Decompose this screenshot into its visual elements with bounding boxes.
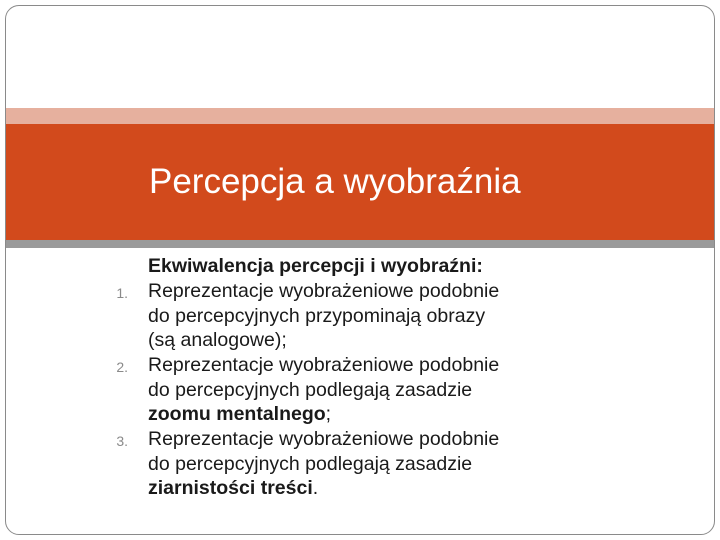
list-item-text xyxy=(148,353,608,427)
title-band-top-stripe xyxy=(6,108,714,124)
list-item-line: do percepcyjnych podlegają zasadzie xyxy=(148,452,473,475)
punctuation: ; xyxy=(325,403,332,426)
list-number: 2. xyxy=(116,359,128,375)
list-number: 1. xyxy=(116,285,128,301)
list-item-line xyxy=(148,402,608,427)
list-item-text xyxy=(148,279,608,353)
emphasis-text: zoomu mentalnego xyxy=(148,403,326,426)
list-number: 3. xyxy=(116,433,128,449)
list-item-line: Reprezentacje wyobrażeniowe podobnie xyxy=(148,280,500,302)
list-item-line: Reprezentacje wyobrażeniowe podobnie xyxy=(148,428,500,450)
title-band-bottom-stripe xyxy=(6,240,714,248)
list-item-line: Reprezentacje wyobrażeniowe podobnie xyxy=(148,354,500,376)
list-item-text xyxy=(148,427,608,501)
list-item-line: do percepcyjnych podlegają zasadzie xyxy=(148,378,473,401)
list-item-line: do percepcyjnych przypominają obrazy xyxy=(148,304,486,327)
slide xyxy=(5,5,715,535)
punctuation: . xyxy=(312,477,319,500)
list-item-line: (są analogowe); xyxy=(148,329,287,352)
emphasis-text: ziarnistości treści xyxy=(148,477,313,500)
body-heading: Ekwiwalencja percepcji i wyobraźni: xyxy=(148,255,483,277)
slide-title: Percepcja a wyobraźnia xyxy=(149,162,521,201)
list-item-line xyxy=(148,476,608,501)
